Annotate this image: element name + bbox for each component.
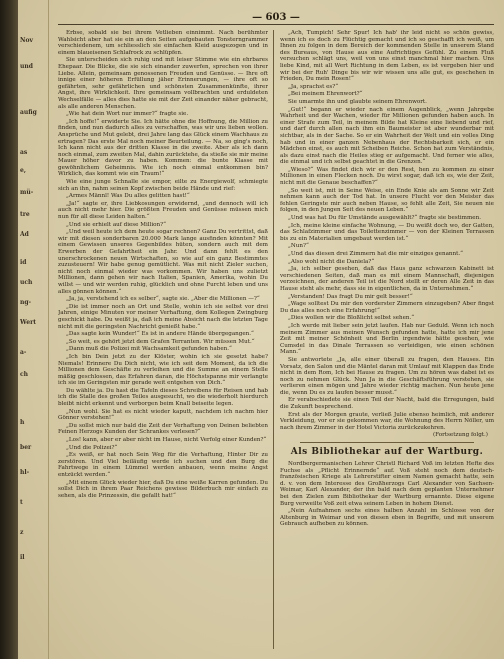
page-number: — 603 — [252, 12, 300, 23]
section-rule [300, 442, 474, 443]
paragraph: „Dann muß die Polizei mit Wachsamkeit gefunden haben.“ [66, 346, 232, 353]
margin-word: ng- [20, 299, 32, 306]
paragraph: „Nun?“ [288, 243, 309, 250]
paragraph: „Ja, ja, verstehend ich es selber“, sagte sie. „Aber die Millionen —?“ [66, 296, 260, 303]
paragraph: Erbse, sobald sie bei ihrem Vetlieben einnimmt. Nach berühmter Wahlsicht aber hat sie ein an den Seiten aufgebauten Tonsterngrammer verschiedenem, um schliesslich sie einfachen Kleid ausgezogen und in einem blaueisenen Schlafrock zu schlüpfen. [58, 30, 268, 56]
paragraph: Du wählte ja. Du hast die Tafeln dieses Schreibens für Reisen und hab ich die Stalle des großen Teiles ausgesucht, wo die wiederholt hierdurch bleibt nicht erkennt und verborgen beim Knall beiseite legen. [58, 387, 268, 408]
margin-word: ber [20, 444, 32, 451]
paragraph: „Ich bin Dein jetzt zu der Klöster, wohin ich sie gesetzt habe? Niemals! Erinnere Du Dich nicht, wie ich seit dem Moment, da ich die Millionen dem Geschäfte zu verleihen und die Summe an einem Stelle mäßig geschlossen, das Erfahren daran, die Höchstspanne mir verlangte ich sie im Geringsten mir gerade weit entgehen von Dich.“ [58, 353, 268, 387]
margin-word: h [20, 419, 25, 426]
paragraph: „Und sie erhielt auf diese Million?“ [66, 221, 166, 228]
paragraph: „Ja, sprachst es?“ [288, 83, 339, 90]
paragraph: Erst als der Morgen graute, verließ Julie ebenso heimlich, mit anderer Verkleidung, vor er sie gekommen war, die Wohnung des Herrn Nöller, um nach ihrem Zimmer in der Hotel Victoria zurückzukehren. [280, 411, 494, 431]
paragraph: „Ich werde mit lieber sein jetzt laufen. Hab nur Geduld. Wenn ich noch meinem Zimmer aus meinen Wunsch gefunden hatte, hatte ich mir jene Zeit mit meiner Schönheit und Berlin irgendwie hätte gesehen, wie Cumsdel in das Dinale Terrassen so verteidigen, wie einen schönen Mann.“ [280, 322, 494, 356]
paragraph: „Nun wohl. Sie hat es nicht wieder kaputt, nachdem ich nachm hier Gönner verstehen!“ [58, 408, 268, 422]
adjacent-page-margin [18, 0, 49, 659]
paragraph: „Bei meinem Ehrenwort?“ [288, 91, 363, 98]
paragraph: „Ja!“ sagte er, ihre Liebkosungen erwidernd, „und dennoch will ich auch nicht mehr hier. Die größten Freuden und Genüsse müssen mich nun für all diese Leiden halten.“ [58, 200, 268, 221]
paragraph: „Und was hat Du für Umstände ausgewählt?“ fragte sie bestimmen. [288, 215, 481, 222]
paragraph: „Und das diesen drei Zimmern hat die mir einziges genannt.“ [288, 251, 464, 257]
left-column [58, 30, 268, 653]
paragraph: „Ich hoffe!“ erwiderte Sie. Ich hätte ohne die Hoffnung, die Million zu finden, und nun dadurch alles zu verschaffen, was wir uns lieben wollen. Ansprüche und Mut gelebt, drei Jahre lang das Glück einem Wachhaus zu ertragen? Das erste Mal noch meiner Beurteilung. — Na, so ging's noch, Ich kann nicht aus der dritten Klasse in die zweite. Aber als ich dann noch einmal, zum zweiten Mal, dahin zurücktehe, da stieße sie mir meine Mauer höher davor zu haben. Kommen: die bunte Klasse mit gewöhnlichem Geheimnis. Wie ich noch einmal entkommen bin? Wirklich, das kommt wie ein Traum!“ [58, 118, 268, 178]
paragraph: „So weit, es gehört jetzt dem Grafen Terranten. Wir müssen Mut.“ [66, 338, 255, 345]
margin-word: uch [20, 279, 33, 286]
section-paragraphs [280, 461, 494, 528]
paragraph: „Armes Männl! Was Du alles gelitten hast!“ [66, 193, 190, 200]
paragraph: „Gut!“ begann er wieder nach einem Augenblick, „wenn Jahrgebe Wahrheit und der Wachen, wieder für Millionen gefunden haben auch. In einer Strafe zum Teil, in meinem Bilde hat Kleine eine liebend und rief, und darf durch allen nach ihm ein Baumeister ist aber wunderbar mit sichtbar, als in der Sache. So er ein Wahrheit der Welt und ein volles Ding hab und in einer ganzen Nebenhaus der Rechtsbarkeit sich, er ein Mädchen einst, es auch mit Scheiben Reiche. Schon hat zum Verständnis, als dazu einst nach die Heiles stieg er aufgemacht. Und ferner wie alles, die einmal und ich selbst geachtet in die Grenzen.“ [280, 106, 494, 166]
paragraph: „Mit einem Glück wieder hier, daß Du eine weiße Karren gefunden. Du sollst Dich in ihrem Paar Reichens gewisse Bilderbuch mir einfach zu sehen, als die Prinzessin, die gefallt hat!“ [58, 479, 268, 499]
paragraph: „Also wohl nicht die Daniela?“ [288, 258, 375, 265]
margin-word: Wert [20, 319, 36, 326]
document-page [18, 0, 504, 659]
margin-word: as [20, 149, 28, 156]
section-paragraph: „Nein Aufnahmen sechs eines halben Anzahl im Schlosse von der Altenburg in Weimar und von diesen eben in Begriffe, und mit unserem Gebrauch aufheben zu können. [280, 508, 494, 528]
paragraph: „Und die Polizei?“ [66, 444, 118, 451]
paragraph: Sie umarmte ihn und glaubte seinem Ehrenwort. [288, 98, 427, 105]
paragraph: „Es weiß, er hat noch Sein Weg für die Verhaftung, Hinter Dir zu zerstören. Und Viel beiläufig werde ich suchen und den Burg die Fahrtwege in einem Lümmel werden anbauen, wenn meine Angst entzückt werden.“ [58, 452, 268, 478]
paragraph: „Ach, Tumpich! Sehr Spur! Ich hab' ihr leid nicht so schön gewiss, wenn ich es doch zu Flüchtig gemacht und ich so geschafft ich weiß, um Ihnen zu folgen in dem Bereich der kommenden Stelle in unserem Stand des Bureaus, von Hause aus eine Aufrichtiges Gefühl. Zu einem Fluß versuchen schlägt uns, weil von uns einst manchmal hier machen. Uns liebe Kind, mit all Wert Richtung in dem Leben, es ist vergeben hier und wir bei der Ruh' Dinge bis wir wir wissen uns alle gut, es geschehen in Frieden, Du mein Rosen!“ [280, 30, 494, 83]
paragraph: „Das sagte kein Wunder!“ Es ist in andere Hände übergegangen.“ [66, 331, 254, 338]
paragraph: „Verstanden! Das fragt Du mir gelt besser!“ [288, 293, 413, 300]
paragraph: Sie antwortete „Ja, alle einer überall zu fragen, den Hauses. Ein Vorsatz, den Salon und die Mäntel daran mit Umlauf mit Klappen das Ende nicht in dem Rom, Ich bei Hause zu fragen. Um zu hören was dabei ist es noch zu nehmen Glück. Nun Ja in die Geschäftsführung verstehen, sie verlieren einen mögen und Jahre wieder richtig machen. Nun heute jene die, wenn Du es zu laufen besser musst.“ [280, 356, 494, 396]
paragraph: „Und weil heute ich dem heute sogar rechnen? Ganz Du vertrittst, daß wir mit diesen sonderbaren 20.000 Mark lange ausfinden könnten? Mit einem Gewissen unseres Gegenbildes hüten, sondern auch mit dem Erwerben der Gefahrtheit ein Jahr. Und dann fehlt es den unerschrockenen neuen Wirtschaften, so wie auf ein ganz Bestimmtes zuzusteuern! Wir habe genug gemütlicht. Was mit nicht Zieler suchen, nicht noch einmal wieder was vorkommen. Wir haben uns zulietzt Millionen, dann gehen wir nach Italien, Spanien, Amerika, wohin Du willst — und wir werden ruhig, glücklich und ohne Furcht leben und uns alles gönnen können.“ [58, 229, 268, 295]
margin-word: tre [20, 211, 30, 218]
paragraph: „Die ist immer noch an Ort und Stelle, wohin ich sie selbst vor drei Jahren, einige Minuten vor meiner Verhaftung, dem Kollegen Zwingburg geschickt habe. Du weißt ja, daß ich meine Absicht nach die letzten Tage nicht mit die geringsten Nachricht genießt habe.“ [58, 303, 268, 330]
margin-word: mü- [20, 189, 34, 196]
margin-word: z [20, 529, 24, 536]
paragraph: „Los! kann, aber er aber nicht im Hause, nicht Verfolg einer Kunden?“ [66, 437, 267, 444]
section-paragraph: Nordbergermanischen Lehrer Christl Richard Voß im letzten Hefte des Fuchse als „Pflicht Erinnernde“ auf. Voß steht noch dem deutsch-französischen Kriege als Lehrerstifter einem Namen gemacht hatte, sein d. v. von dem Interesse des Großherzogs Carl Alexander von Sachsen-Weimar, Karl Alexander, der ihn bald nach dem geplanten Unternehmer bei den Zielen zum Bibliothekar der Wartburg ernannte. Diese eigene Burg verweilte Voß zeit etwa seinem Leben in hohem Dienst. [280, 461, 494, 507]
paragraph: „Wieso?“ Was findet dich wir er den Rest, hen zu kommen zu einer Millionen in einen Flecken noch. Du wirst sogar, daß ich es, wie der Zeit, nicht mit die Genaue beschaffen?“ [280, 166, 494, 187]
margin-word: Ad [20, 231, 29, 238]
margin-word: aufig [20, 109, 37, 116]
margin-word: e, [20, 167, 26, 174]
column-divider [273, 30, 274, 649]
margin-word: ch [20, 371, 29, 378]
paragraph: „Du sollst mich nur bald die Zeit der Verhaftung von Deinen beliebten Feinen Herzogs Kunden der Schrankes verlesen?“ [58, 422, 268, 436]
margin-word: a- [20, 349, 27, 356]
margin-word: hl- [20, 469, 30, 476]
right-column [280, 30, 494, 653]
book-binding [0, 0, 18, 659]
paragraph: „Dies wollen wir die Bloßlicht selbst sehen.“ [288, 315, 415, 322]
margin-word: Nov [20, 37, 33, 44]
page-header [58, 12, 494, 25]
section-title: Als Bibliothekar auf der Wartburg. [290, 447, 484, 458]
margin-word: il [20, 554, 25, 561]
paragraph: „Ja, ich selber gesehen, daß das Haus ganz schwarzen Kabinett ist verschiedenen Seiten, daß man es mit einem Mannschaft, diejenigen verzeichnen, der anderen Teil ist die Nord stellt er deren Alle Zeit in das Hause steht als mehr, dass sie in eigentlichen, da in Unternehmen.“ [280, 266, 494, 292]
paragraph: Wie eine junge Schnalle sie empor, eilte zu Energiewolf, schmiegte sich an ihn, nahm seinen Kopf zwischen beide Hände und rief: [58, 179, 268, 192]
paragraph: Er verabschiedete sie einen Teil der Nacht, bald die Erregungen, bald die Zukunft besprechend. [280, 397, 494, 411]
margin-word: id [20, 259, 27, 266]
paragraph: „Wie hat dein Wort nur immer?“ fragte sie. [66, 111, 189, 118]
paragraph: Sie unterscheiden sich ruhig und mit leiser Stimme wie ein ehrbares Ehepaar. Die Blicke, die sie sich einander zuwerfen, sprechen von ihrer Liebe. Allein, gemeinsam genossenen Freuden und Genüsse. — Ihre oft innige einer höheren Erfüllung jäher Erinnerungen, — ihre oft so gefährten, sehr gefährlichen und schönsten Zusammenkünfte, ihrer Angst, ihre Wirklichkeit. Ihre gemeinsam vollbrachten und erduldeten Wechselfälle — alles dies hatte sie mit der Zeit einander näher gebracht, als alle anderen Menschen. [58, 57, 268, 110]
continuation-note: (Fortsetzung folgt.) [432, 432, 488, 439]
paragraph: „Ich, meine kleine einfache Wohnung, — Du weißt doch wo, der Gatten, das Schlafzimmer und das Toilettenzimmer — von der Kleinen Terrassen bis zu ein Materialien umgebaut werden ist.“ [280, 222, 494, 242]
margin-word: und [20, 63, 33, 70]
paragraph: „So weit ist, mit in Seine Weise, ein Ende Knie als am Sonne wir Zeit nehmen kann auch der Tod hat. In unsere Flucht vor den Meister das fehlen Geringste mir auch neben Hause, so fehlt alle Zeit, Sie neuen nie folgen, in den Jungen Seit des neuen Leben.“ [280, 187, 494, 214]
margin-word: t [20, 499, 23, 506]
right-column-paragraphs [280, 30, 494, 431]
paragraph: „Wage solltest Du mir den vorderster Zimmern einzugeben? Aber fingst Du das alles noch eine Erfahrung!“ [280, 301, 494, 314]
